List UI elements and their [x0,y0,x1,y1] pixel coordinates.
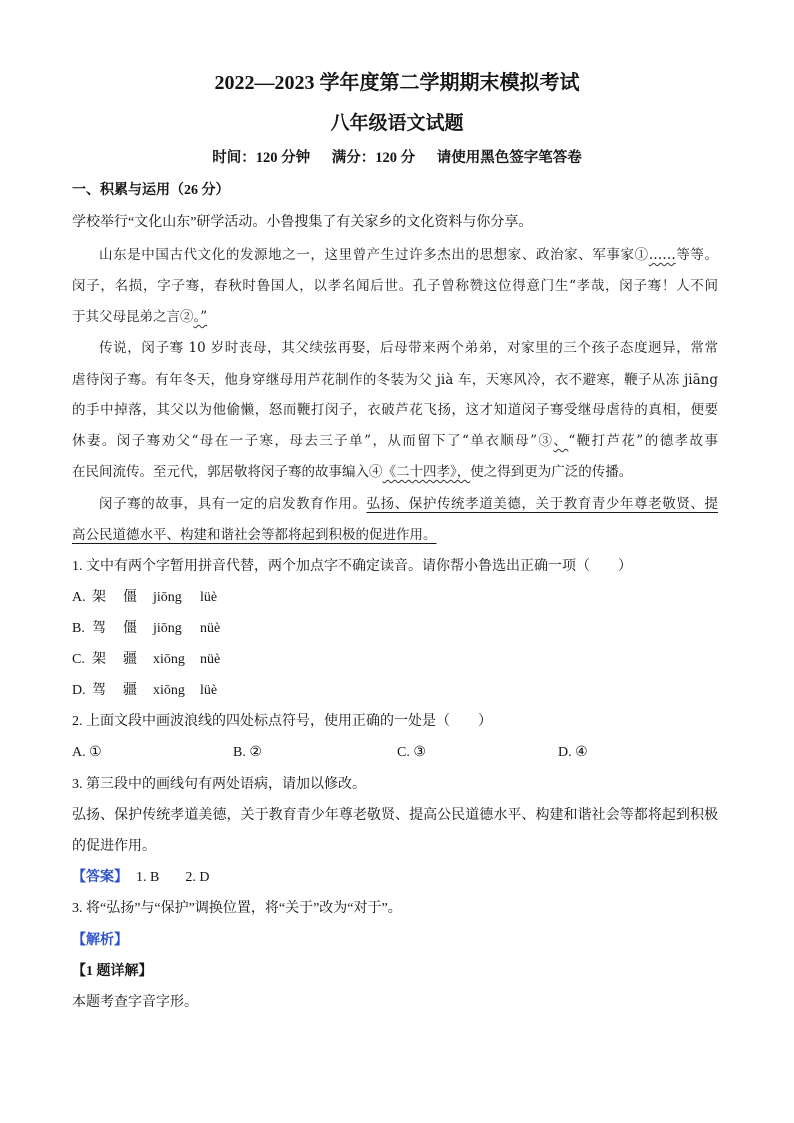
passage-line [72,520,718,551]
question-1-option-c[interactable] [72,644,718,675]
underlined-sentence: 弘扬、保护传统孝道美德，关于教育青少年尊老敬贤、提 [366,496,718,512]
option-pinyin-2: nüè [200,652,221,667]
exam-score: 满分：120 分 [331,150,416,166]
exam-note: 请使用黑色签字笔答卷 [436,150,582,166]
analysis-detail-tag: 【1 题详解】 [72,964,153,979]
option-char-2: 僵 [123,590,137,605]
question-3-sentence: 的促进作用。 [72,839,156,854]
underlined-sentence: 高公民道德水平、构建和谐社会等都将起到积极的促进作用。 [72,527,437,543]
question-1-option-b[interactable] [72,613,718,644]
question-1-stem: 1. 文中有两个字暂用拼音代替，两个加点字不确定读音。请你帮小鲁选出正确一项（ ） [72,559,632,574]
wavy-punctuation-1: …… [648,247,676,263]
exam-time: 时间：120 分钟 [212,150,311,166]
answer-2: 2. D [185,870,210,885]
passage-text: 休妻。闵子骞劝父“母在一子寒，母去三子单”，从而留下了“单衣顺母”③ [72,433,554,449]
answer-line [72,862,718,893]
analysis-text: 本题考查字音字形。 [72,995,198,1010]
passage-line [72,426,718,457]
passage-line [72,302,718,333]
answer-tag: 【答案】 [72,870,128,885]
wavy-punctuation-4: 《二十四孝》， [382,464,471,480]
question-2-option-a[interactable]: A. ① [72,745,102,760]
option-char-1: 架 [92,590,106,605]
section-heading: 一、积累与运用（26 分） [72,183,230,198]
question-2-option-c[interactable]: C. ③ [397,745,426,760]
answer-1: 1. B [136,870,160,885]
wavy-punctuation-3: 、 [553,433,569,449]
exam-subtitle: 八年级语文试题 [330,113,464,134]
passage-line: 传说，闵子骞 10 岁时丧母，其父续弦再娶，后母带来两个弟弟，对家里的三个孩子态度迥异，常常 [99,340,718,356]
option-pinyin-1: jiōng [153,621,182,636]
option-pinyin-2: lüè [200,590,218,605]
answer-3: 3. 将“弘扬”与“保护”调换位置，将“关于”改为“对于”。 [72,901,402,916]
passage-line: 的手中掉落，其父以为他偷懒，怒而鞭打闵子，衣破芦花飞扬，这才知道闵子骞受继母虐待的真相，便要 [72,402,718,418]
passage-text: 闵子骞的故事，具有一定的启发教育作用。 [99,496,367,512]
question-3-stem: 3. 第三段中的画线句有两处语病，请加以修改。 [72,777,366,792]
exam-info [0,143,794,174]
option-label: B. [72,621,85,636]
option-char-1: 架 [92,652,106,667]
option-pinyin-2: lüè [200,683,218,698]
section-intro: 学校举行“文化山东”研学活动。小鲁搜集了有关家乡的文化资料与你分享。 [72,215,533,230]
passage-line [72,457,718,488]
passage-text: “鞭打芦花”的德孝故事 [568,433,718,449]
passage-text: 在民间流传。至元代，郭居敬将闵子骞的故事编入④ [72,464,383,480]
option-pinyin-2: nüè [200,621,221,636]
question-1-option-a[interactable] [72,582,718,613]
option-char-2: 僵 [123,621,137,636]
analysis-tag-text: 【解析】 [72,933,128,948]
passage-line: 虐待闵子骞。有年冬天，他身穿继母用芦花制作的冬装为父 jià 车，天寒风冷，衣不避寒，鞭子从冻 jiāng [72,372,718,388]
option-label: D. [72,683,86,698]
passage-text: 等等。 [675,247,719,263]
option-char-1: 驾 [92,683,106,698]
passage-line [72,489,718,520]
passage-text: 使之得到更为广泛的传播。 [470,464,633,480]
passage-text: 于其父母昆弟之言② [72,309,194,325]
question-2-stem: 2. 上面文段中画波浪线的四处标点符号，使用正确的一处是（ ） [72,714,492,729]
question-2-option-b[interactable]: B. ② [233,745,262,760]
exam-title: 2022—2023 学年度第二学期期末模拟考试 [214,72,580,94]
passage-text: 山东是中国古代文化的发源地之一，这里曾产生过许多杰出的思想家、政治家、军事家① [99,247,649,263]
question-3-sentence: 弘扬、保护传统孝道美德，关于教育青少年尊老敬贤、提高公民道德水平、构建和谐社会等都将起到积极 [72,808,718,823]
question-1-option-d[interactable] [72,675,718,706]
option-char-2: 疆 [123,652,137,667]
question-2-options [72,737,718,768]
passage-line [72,240,718,271]
option-pinyin-1: xiōng [153,652,185,667]
option-char-2: 疆 [123,683,137,698]
passage-line: 闵子，名损，字子骞，春秋时鲁国人，以孝名闻后世。孔子曾称赞这位得意门生“孝哉，闵子骞！人不间 [72,278,718,294]
option-pinyin-1: jiōng [153,590,182,605]
wavy-punctuation-2: 。” [193,309,208,325]
option-char-1: 驾 [92,621,106,636]
option-pinyin-1: xiōng [153,683,185,698]
option-label: A. [72,590,86,605]
analysis-tag [72,925,718,956]
question-2-option-d[interactable]: D. ④ [558,745,588,760]
option-label: C. [72,652,85,667]
